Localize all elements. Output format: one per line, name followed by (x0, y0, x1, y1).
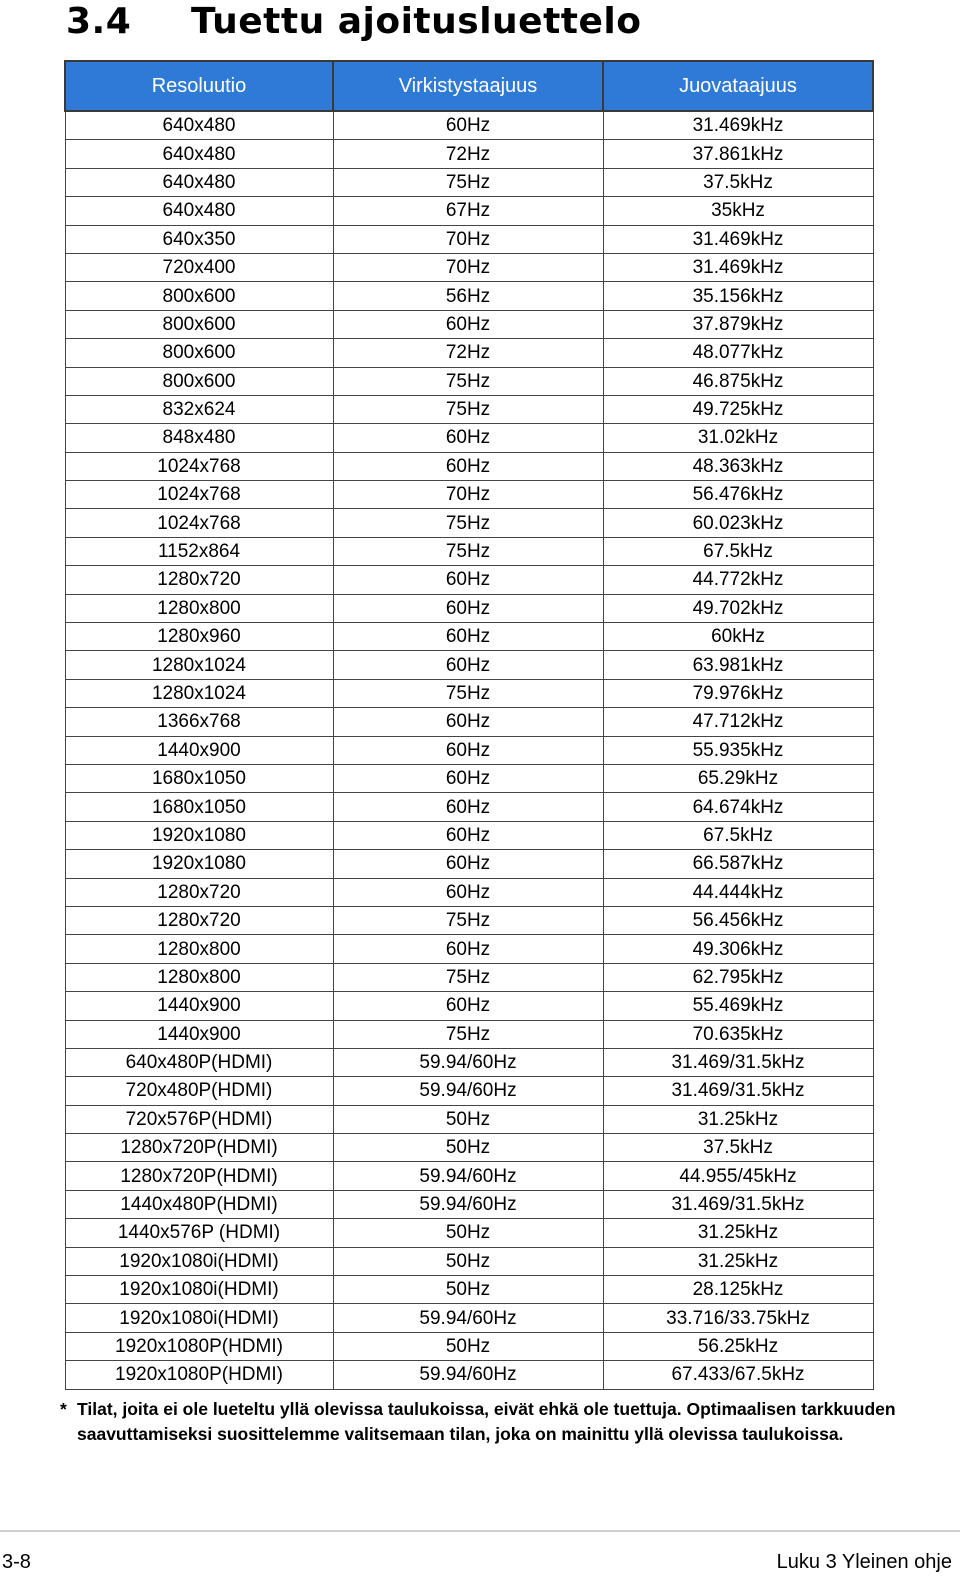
table-row (65, 253, 873, 281)
cell-horizontal-frequency: 48.077kHz (603, 339, 873, 367)
cell-resolution: 640x480 (65, 168, 333, 196)
cell-horizontal-frequency: 60.023kHz (603, 509, 873, 537)
cell-resolution: 1152x864 (65, 537, 333, 565)
cell-horizontal-frequency: 31.469kHz (603, 225, 873, 253)
cell-horizontal-frequency: 37.861kHz (603, 140, 873, 168)
cell-refresh-rate: 60Hz (333, 850, 603, 878)
table-row (65, 1219, 873, 1247)
cell-resolution: 832x624 (65, 395, 333, 423)
cell-refresh-rate: 59.94/60Hz (333, 1190, 603, 1218)
cell-horizontal-frequency: 56.476kHz (603, 481, 873, 509)
table-row (65, 736, 873, 764)
cell-refresh-rate: 75Hz (333, 537, 603, 565)
cell-horizontal-frequency: 56.25kHz (603, 1332, 873, 1360)
table-row (65, 1276, 873, 1304)
table-row (65, 679, 873, 707)
cell-refresh-rate: 60Hz (333, 566, 603, 594)
cell-horizontal-frequency: 55.469kHz (603, 992, 873, 1020)
table-row (65, 906, 873, 934)
cell-resolution: 1024x768 (65, 481, 333, 509)
cell-horizontal-frequency: 31.469/31.5kHz (603, 1048, 873, 1076)
cell-horizontal-frequency: 28.125kHz (603, 1276, 873, 1304)
cell-refresh-rate: 67Hz (333, 197, 603, 225)
cell-refresh-rate: 56Hz (333, 282, 603, 310)
table-row (65, 1162, 873, 1190)
table-row (65, 339, 873, 367)
table-row (65, 225, 873, 253)
section-heading (66, 0, 642, 44)
table-row (65, 395, 873, 423)
cell-refresh-rate: 75Hz (333, 395, 603, 423)
table-row (65, 963, 873, 991)
cell-resolution: 1680x1050 (65, 793, 333, 821)
cell-horizontal-frequency: 33.716/33.75kHz (603, 1304, 873, 1332)
table-row (65, 850, 873, 878)
chapter-title: Luku 3 Yleinen ohje (776, 1551, 952, 1573)
cell-horizontal-frequency: 62.795kHz (603, 963, 873, 991)
cell-refresh-rate: 50Hz (333, 1219, 603, 1247)
cell-horizontal-frequency: 31.25kHz (603, 1105, 873, 1133)
footnote-marker: * (60, 1399, 67, 1419)
cell-resolution: 800x600 (65, 339, 333, 367)
cell-resolution: 1680x1050 (65, 764, 333, 792)
table-row (65, 111, 873, 140)
table-row (65, 509, 873, 537)
footnote-text: Tilat, joita ei ole lueteltu yllä olevissa taulukoissa, eivät ehkä ole tuettuja. Optimaalisen tarkkuuden saavuttamiseksi suosittelemme valitsemaan tilan, joka on mainittu yllä olevissa taulukoissa. (77, 1399, 896, 1444)
cell-resolution: 720x480P(HDMI) (65, 1077, 333, 1105)
table-row (65, 452, 873, 480)
table-row (65, 367, 873, 395)
cell-resolution: 1440x900 (65, 992, 333, 1020)
cell-horizontal-frequency: 70.635kHz (603, 1020, 873, 1048)
cell-refresh-rate: 75Hz (333, 679, 603, 707)
cell-horizontal-frequency: 79.976kHz (603, 679, 873, 707)
cell-resolution: 1280x800 (65, 963, 333, 991)
cell-horizontal-frequency: 46.875kHz (603, 367, 873, 395)
cell-refresh-rate: 60Hz (333, 821, 603, 849)
cell-resolution: 640x480 (65, 111, 333, 140)
table-row (65, 310, 873, 338)
table-header-row (65, 61, 873, 111)
cell-horizontal-frequency: 35.156kHz (603, 282, 873, 310)
footer-divider (0, 1530, 960, 1532)
table-row (65, 537, 873, 565)
table-row (65, 1048, 873, 1076)
cell-refresh-rate: 59.94/60Hz (333, 1361, 603, 1389)
table-row (65, 594, 873, 622)
table-row (65, 821, 873, 849)
cell-refresh-rate: 50Hz (333, 1332, 603, 1360)
cell-resolution: 1280x800 (65, 935, 333, 963)
cell-resolution: 1366x768 (65, 708, 333, 736)
cell-horizontal-frequency: 56.456kHz (603, 906, 873, 934)
cell-refresh-rate: 59.94/60Hz (333, 1304, 603, 1332)
cell-horizontal-frequency: 31.469kHz (603, 111, 873, 140)
cell-refresh-rate: 60Hz (333, 424, 603, 452)
table-row (65, 481, 873, 509)
cell-resolution: 1440x576P (HDMI) (65, 1219, 333, 1247)
table-row (65, 1247, 873, 1275)
cell-refresh-rate: 75Hz (333, 1020, 603, 1048)
section-title: Tuettu ajoitusluettelo (191, 1, 642, 42)
cell-resolution: 1024x768 (65, 452, 333, 480)
cell-refresh-rate: 72Hz (333, 339, 603, 367)
cell-refresh-rate: 60Hz (333, 708, 603, 736)
cell-resolution: 1920x1080 (65, 850, 333, 878)
cell-refresh-rate: 60Hz (333, 764, 603, 792)
table-row (65, 764, 873, 792)
cell-resolution: 640x480P(HDMI) (65, 1048, 333, 1076)
table-row (65, 623, 873, 651)
cell-refresh-rate: 75Hz (333, 509, 603, 537)
cell-horizontal-frequency: 60kHz (603, 623, 873, 651)
timing-table (64, 60, 874, 1390)
cell-resolution: 1440x480P(HDMI) (65, 1190, 333, 1218)
cell-horizontal-frequency: 35kHz (603, 197, 873, 225)
cell-refresh-rate: 60Hz (333, 623, 603, 651)
cell-refresh-rate: 75Hz (333, 906, 603, 934)
cell-resolution: 800x600 (65, 310, 333, 338)
cell-horizontal-frequency: 31.02kHz (603, 424, 873, 452)
cell-refresh-rate: 60Hz (333, 878, 603, 906)
cell-resolution: 1440x900 (65, 1020, 333, 1048)
cell-resolution: 1920x1080i(HDMI) (65, 1247, 333, 1275)
cell-refresh-rate: 60Hz (333, 310, 603, 338)
cell-horizontal-frequency: 67.5kHz (603, 821, 873, 849)
table-body (65, 111, 873, 1389)
table-row (65, 1020, 873, 1048)
cell-refresh-rate: 70Hz (333, 481, 603, 509)
cell-refresh-rate: 59.94/60Hz (333, 1077, 603, 1105)
cell-resolution: 1280x720 (65, 878, 333, 906)
table-row (65, 878, 873, 906)
header-horizontal-frequency: Juovataajuus (603, 61, 873, 111)
cell-resolution: 1280x720P(HDMI) (65, 1162, 333, 1190)
cell-horizontal-frequency: 67.5kHz (603, 537, 873, 565)
cell-refresh-rate: 75Hz (333, 168, 603, 196)
table-row (65, 651, 873, 679)
cell-horizontal-frequency: 31.469kHz (603, 253, 873, 281)
cell-refresh-rate: 60Hz (333, 452, 603, 480)
cell-horizontal-frequency: 31.25kHz (603, 1219, 873, 1247)
cell-refresh-rate: 59.94/60Hz (333, 1048, 603, 1076)
table-row (65, 282, 873, 310)
table-row (65, 1077, 873, 1105)
cell-refresh-rate: 75Hz (333, 963, 603, 991)
cell-resolution: 1280x720P(HDMI) (65, 1134, 333, 1162)
cell-horizontal-frequency: 44.955/45kHz (603, 1162, 873, 1190)
table-row (65, 424, 873, 452)
cell-resolution: 1280x800 (65, 594, 333, 622)
page-number: 3-8 (2, 1551, 31, 1573)
cell-resolution: 720x400 (65, 253, 333, 281)
cell-refresh-rate: 50Hz (333, 1276, 603, 1304)
cell-resolution: 800x600 (65, 282, 333, 310)
table-row (65, 168, 873, 196)
cell-horizontal-frequency: 63.981kHz (603, 651, 873, 679)
cell-resolution: 1920x1080P(HDMI) (65, 1332, 333, 1360)
cell-refresh-rate: 60Hz (333, 651, 603, 679)
table-row (65, 1361, 873, 1389)
table-row (65, 793, 873, 821)
cell-resolution: 1920x1080i(HDMI) (65, 1276, 333, 1304)
cell-horizontal-frequency: 65.29kHz (603, 764, 873, 792)
cell-refresh-rate: 70Hz (333, 253, 603, 281)
cell-resolution: 720x576P(HDMI) (65, 1105, 333, 1133)
cell-refresh-rate: 60Hz (333, 111, 603, 140)
cell-resolution: 1440x900 (65, 736, 333, 764)
cell-horizontal-frequency: 31.469/31.5kHz (603, 1077, 873, 1105)
cell-refresh-rate: 70Hz (333, 225, 603, 253)
header-resolution: Resoluutio (65, 61, 333, 111)
cell-resolution: 1280x1024 (65, 651, 333, 679)
table-row (65, 1190, 873, 1218)
cell-resolution: 640x480 (65, 140, 333, 168)
table-row (65, 1332, 873, 1360)
table-row (65, 992, 873, 1020)
cell-refresh-rate: 59.94/60Hz (333, 1162, 603, 1190)
footnote (60, 1397, 920, 1447)
cell-horizontal-frequency: 66.587kHz (603, 850, 873, 878)
cell-resolution: 1280x720 (65, 566, 333, 594)
cell-horizontal-frequency: 44.772kHz (603, 566, 873, 594)
cell-horizontal-frequency: 31.469/31.5kHz (603, 1190, 873, 1218)
cell-resolution: 1920x1080 (65, 821, 333, 849)
table-row (65, 566, 873, 594)
cell-resolution: 1920x1080i(HDMI) (65, 1304, 333, 1332)
cell-horizontal-frequency: 37.879kHz (603, 310, 873, 338)
cell-horizontal-frequency: 31.25kHz (603, 1247, 873, 1275)
cell-refresh-rate: 60Hz (333, 736, 603, 764)
cell-horizontal-frequency: 44.444kHz (603, 878, 873, 906)
cell-horizontal-frequency: 37.5kHz (603, 168, 873, 196)
cell-resolution: 800x600 (65, 367, 333, 395)
cell-horizontal-frequency: 48.363kHz (603, 452, 873, 480)
cell-refresh-rate: 75Hz (333, 367, 603, 395)
cell-resolution: 1280x1024 (65, 679, 333, 707)
cell-horizontal-frequency: 49.725kHz (603, 395, 873, 423)
cell-horizontal-frequency: 47.712kHz (603, 708, 873, 736)
section-number: 3.4 (66, 1, 132, 42)
cell-resolution: 1280x960 (65, 623, 333, 651)
table-row (65, 1304, 873, 1332)
table-row (65, 708, 873, 736)
cell-horizontal-frequency: 49.702kHz (603, 594, 873, 622)
cell-resolution: 640x480 (65, 197, 333, 225)
cell-horizontal-frequency: 67.433/67.5kHz (603, 1361, 873, 1389)
cell-resolution: 1280x720 (65, 906, 333, 934)
cell-resolution: 640x350 (65, 225, 333, 253)
cell-refresh-rate: 72Hz (333, 140, 603, 168)
cell-refresh-rate: 60Hz (333, 992, 603, 1020)
cell-refresh-rate: 60Hz (333, 793, 603, 821)
header-refresh-rate: Virkistystaajuus (333, 61, 603, 111)
cell-refresh-rate: 50Hz (333, 1105, 603, 1133)
table-row (65, 140, 873, 168)
cell-resolution: 848x480 (65, 424, 333, 452)
cell-refresh-rate: 50Hz (333, 1247, 603, 1275)
table-row (65, 1105, 873, 1133)
cell-horizontal-frequency: 55.935kHz (603, 736, 873, 764)
cell-refresh-rate: 60Hz (333, 594, 603, 622)
cell-horizontal-frequency: 37.5kHz (603, 1134, 873, 1162)
cell-horizontal-frequency: 64.674kHz (603, 793, 873, 821)
cell-refresh-rate: 50Hz (333, 1134, 603, 1162)
table-row (65, 197, 873, 225)
cell-refresh-rate: 60Hz (333, 935, 603, 963)
cell-resolution: 1920x1080P(HDMI) (65, 1361, 333, 1389)
cell-horizontal-frequency: 49.306kHz (603, 935, 873, 963)
cell-resolution: 1024x768 (65, 509, 333, 537)
table-row (65, 1134, 873, 1162)
table-row (65, 935, 873, 963)
